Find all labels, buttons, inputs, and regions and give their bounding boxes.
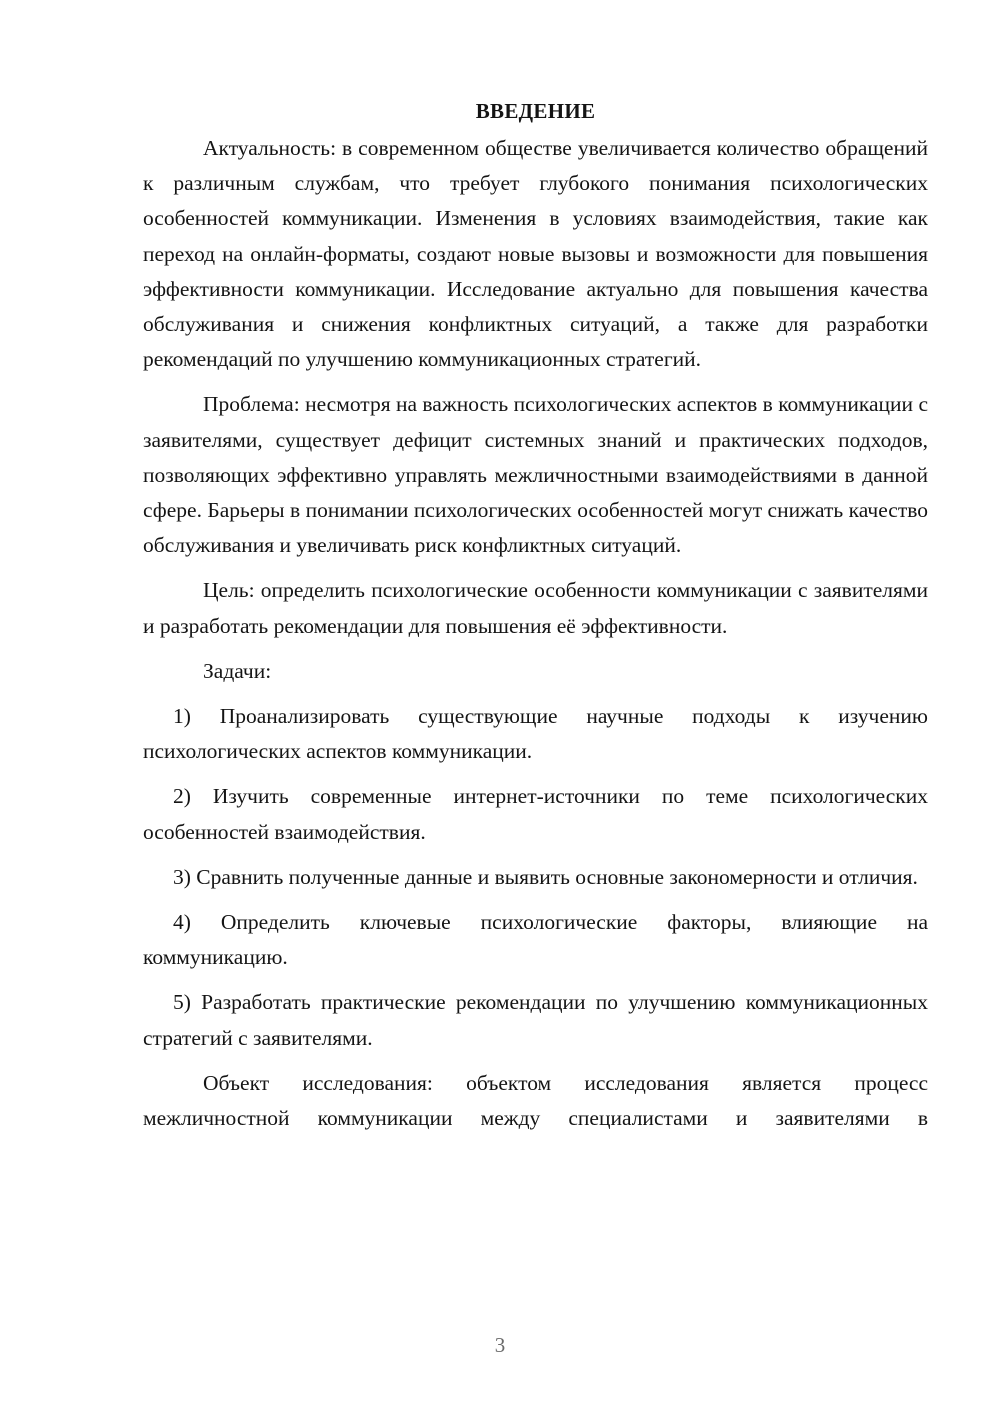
- section-title: ВВЕДЕНИЕ: [475, 99, 596, 123]
- task-item-5: 5) Разработать практические рекомендации по улучшению коммуникационных стратегий с заявителями.: [143, 990, 928, 1050]
- task-item-3: 3) Сравнить полученные данные и выявить основные закономерности и отличия.: [173, 864, 918, 889]
- relevance-paragraph: Актуальность: в современном обществе увеличивается количество обращений к различным службам, что требует глубокого понимания психологических особенностей коммуникации. Изменения в условиях взаимодействия, такие как переход на онлайн-форматы, создают новые вызовы и возможности для повышения эффективности коммуникации. Исследование актуально для повышения качества обслуживания и снижения конфликтных ситуаций, а также для разработки рекомендаций по улучшению коммуникационных стратегий.: [143, 136, 928, 372]
- object-paragraph: Объект исследования: объектом исследования является процесс межличностной коммуникации между специалистами и заявителями в: [143, 1070, 928, 1131]
- tasks-heading: Задачи:: [203, 658, 272, 683]
- goal-paragraph: Цель: определить психологические особенности коммуникации с заявителями и разработать рекомендации для повышения её эффективности.: [143, 578, 928, 638]
- page-content: [143, 96, 928, 1136]
- page-number: 3: [494, 1333, 506, 1357]
- task-item-4: 4) Определить ключевые психологические факторы, влияющие на коммуникацию.: [143, 910, 928, 970]
- task-item-1: 1) Проанализировать существующие научные подходы к изучению психологических аспектов коммуникации.: [143, 704, 928, 764]
- problem-paragraph: Проблема: несмотря на важность психологических аспектов в коммуникации с заявителями, существует дефицит системных знаний и практических подходов, позволяющих эффективно управлять межличностными взаимодействиями в данной сфере. Барьеры в понимании психологических особенностей могут снижать качество обслуживания и увеличивать риск конфликтных ситуаций.: [143, 392, 928, 558]
- task-item-2: 2) Изучить современные интернет-источники по теме психологических особенностей взаимодействия.: [143, 784, 928, 844]
